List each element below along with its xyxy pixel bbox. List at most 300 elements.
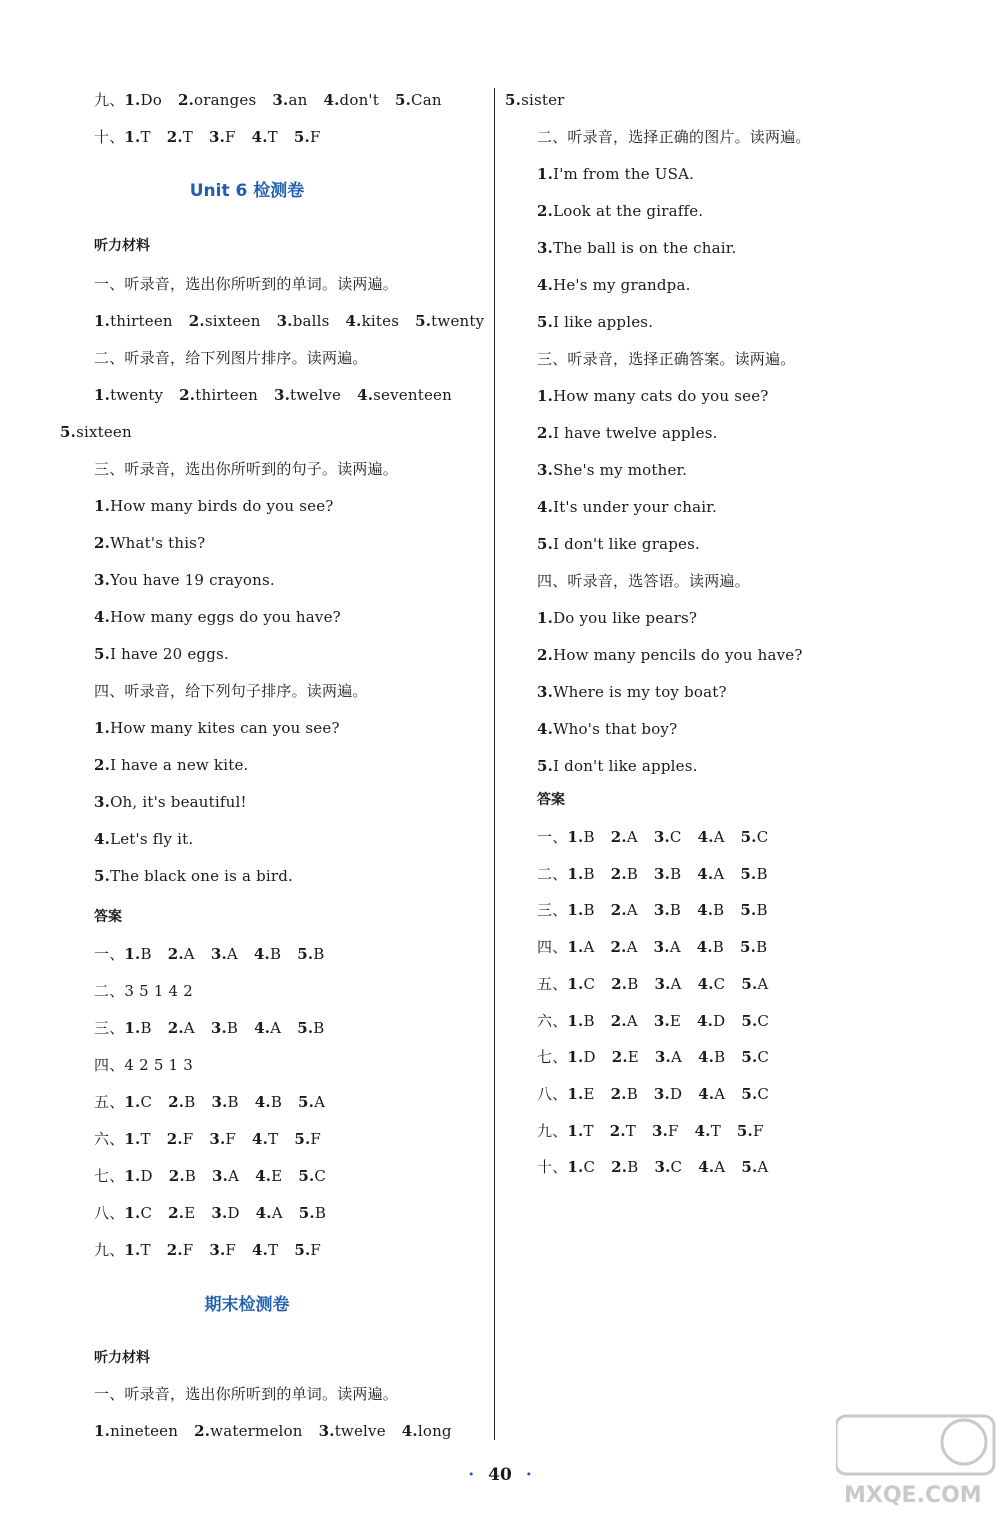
answer-item: [297, 945, 324, 963]
item-number: 4.: [94, 830, 111, 848]
item-number: 3.: [651, 1121, 669, 1140]
answers-label: 答案: [537, 792, 565, 808]
item-number: 1.: [124, 1204, 141, 1222]
item-text: E: [627, 1048, 639, 1067]
item-text: D: [140, 1167, 153, 1185]
item-number: 2.: [168, 1093, 185, 1111]
section-heading: 三、听录音，选出你所听到的句子。读两遍。: [94, 460, 399, 478]
answer-item: [741, 1012, 769, 1030]
answer-item: [415, 312, 484, 330]
section-heading: 二、听录音，选择正确的图片。读两遍。: [537, 128, 811, 146]
answer-item: [698, 1085, 725, 1103]
item-text: B: [269, 945, 282, 963]
item-text: sixteen: [204, 312, 261, 330]
item-text: How many eggs do you have?: [110, 608, 341, 626]
item-text: A: [271, 1204, 283, 1222]
item-text: C: [583, 974, 596, 993]
item-number: 1.: [567, 1011, 584, 1030]
item-number: 2.: [166, 1241, 183, 1259]
answer-item: [209, 1130, 236, 1148]
item-number: 5.: [740, 901, 757, 920]
answer-item: [178, 91, 256, 109]
answer-item: [124, 945, 151, 963]
item-number: 2.: [167, 1019, 184, 1037]
item-text: I have twelve apples.: [553, 424, 718, 442]
item-text: T: [267, 128, 278, 146]
item-text: B: [714, 1048, 726, 1067]
item-number: 4.: [697, 901, 714, 920]
item-text: C: [757, 1084, 770, 1103]
item-text: B: [756, 901, 768, 920]
answer-item: [537, 498, 717, 516]
item-text: D: [669, 1084, 683, 1103]
item-number: 2.: [610, 828, 627, 846]
answer-item: [94, 497, 334, 515]
answer-line: [94, 1018, 325, 1038]
line-prefix: 五、: [94, 1093, 125, 1111]
item-text: How many cats do you see?: [553, 387, 769, 405]
item-number: 5.: [298, 1204, 315, 1222]
item-text: T: [140, 1130, 151, 1148]
answer-item: [124, 1019, 151, 1037]
answer-item: [168, 1204, 195, 1222]
item-number: 4.: [698, 1048, 715, 1067]
answer-item: [611, 828, 638, 846]
listening-line: [537, 275, 691, 295]
item-number: 3.: [94, 793, 111, 811]
item-text: twenty: [431, 312, 485, 330]
answer-line: [537, 827, 768, 847]
item-text: C: [140, 1093, 153, 1111]
line-prefix: 九、: [94, 91, 125, 109]
answer-line: [94, 944, 325, 964]
item-text: A: [670, 1048, 683, 1067]
answer-item: [654, 828, 682, 846]
answer-item: [567, 1085, 594, 1103]
item-number: 5.: [741, 1084, 758, 1103]
item-text: E: [669, 1011, 682, 1030]
item-text: B: [270, 1093, 283, 1111]
item-number: 4.: [253, 945, 270, 963]
answer-item: [537, 757, 698, 775]
item-text: F: [752, 1121, 764, 1140]
item-number: 5.: [298, 1167, 315, 1185]
answer-item: [698, 1158, 725, 1176]
item-text: B: [669, 901, 682, 920]
item-number: 4.: [537, 276, 554, 294]
item-text: C: [669, 828, 682, 846]
item-number: 1.: [567, 901, 584, 920]
line-prefix: 四、: [94, 1056, 125, 1074]
item-number: 1.: [124, 1167, 141, 1185]
item-text: twenty: [110, 386, 164, 404]
answer-item: [94, 867, 293, 885]
item-text: T: [583, 1121, 594, 1140]
item-number: 3.: [654, 974, 671, 993]
answer-item: [537, 535, 700, 553]
listening-line: [94, 1421, 452, 1441]
answer-item: [94, 793, 247, 811]
item-number: 5.: [297, 1019, 314, 1037]
item-number: 5.: [741, 1158, 758, 1177]
answer-line: [94, 1240, 321, 1260]
item-text: C: [140, 1204, 153, 1222]
answer-item: [254, 1019, 281, 1037]
answer-item: [189, 312, 261, 330]
line-prefix: 四、: [537, 938, 568, 957]
listening-line: [537, 201, 703, 221]
listening-line: [537, 645, 803, 665]
answer-item: [612, 1048, 639, 1066]
item-number: 5.: [740, 938, 757, 957]
item-text: A: [626, 1011, 638, 1030]
item-text: It's under your chair.: [553, 498, 717, 516]
line-prefix: 一、: [537, 828, 568, 846]
page-number-text: 40: [488, 1465, 512, 1485]
item-number: 3.: [209, 1130, 226, 1148]
item-number: 1.: [124, 128, 141, 146]
item-text: F: [310, 1241, 321, 1259]
item-text: D: [583, 1048, 596, 1067]
item-text: A: [626, 901, 638, 920]
answer-item: [167, 128, 193, 146]
item-number: 3.: [272, 91, 289, 109]
item-number: 5.: [740, 864, 757, 883]
answer-item: [695, 1122, 721, 1140]
item-text: E: [583, 1084, 595, 1103]
line-prefix: 五、: [537, 974, 568, 993]
item-number: 3.: [654, 1048, 671, 1067]
answer-item: [741, 1085, 769, 1103]
answer-item: [654, 1012, 681, 1030]
answer-item: [567, 901, 594, 919]
line-prefix: 4 2 5 1 3: [124, 1056, 193, 1074]
item-number: 1.: [567, 828, 584, 846]
listening-line: [537, 497, 717, 517]
listening-line: [537, 238, 736, 258]
item-text: B: [313, 945, 325, 963]
item-text: don't: [339, 91, 379, 109]
item-number: 2.: [537, 646, 554, 664]
item-text: thirteen: [110, 312, 173, 330]
item-number: 3.: [653, 901, 670, 920]
answer-line: [537, 900, 768, 920]
item-number: 2.: [179, 386, 196, 404]
item-number: 1.: [94, 312, 111, 330]
answer-item: [567, 1122, 593, 1140]
answer-item: [654, 975, 681, 993]
listening-line: [94, 866, 293, 886]
answer-line: [537, 974, 768, 994]
answer-item: [298, 1093, 325, 1111]
listening-line: [94, 570, 275, 590]
item-text: Let's fly it.: [110, 830, 194, 848]
item-text: He's my grandpa.: [553, 276, 691, 294]
answer-item: [537, 683, 727, 701]
item-text: twelve: [290, 386, 342, 404]
item-number: 2.: [610, 1084, 627, 1103]
listening-line: [94, 718, 340, 738]
line-prefix: 七、: [94, 1167, 125, 1185]
item-text: I have a new kite.: [110, 756, 249, 774]
answer-item: [741, 1158, 768, 1176]
item-text: oranges: [194, 91, 257, 109]
answer-item: [611, 1158, 638, 1176]
item-text: an: [288, 91, 308, 109]
item-text: The ball is on the chair.: [553, 239, 737, 257]
answer-item: [272, 91, 307, 109]
answer-item: [741, 828, 769, 846]
listening-line: [537, 423, 718, 443]
item-text: B: [670, 864, 682, 883]
item-text: D: [713, 1011, 726, 1030]
answer-line: [94, 90, 442, 110]
item-number: 2.: [194, 1422, 211, 1440]
item-text: C: [583, 1158, 596, 1177]
answer-item: [698, 1048, 725, 1066]
answer-item: [168, 1019, 195, 1037]
answer-item: [124, 1093, 152, 1111]
item-text: Do: [140, 91, 162, 109]
item-number: 5.: [293, 128, 310, 146]
listening-line: [505, 90, 565, 110]
section-heading: 一、听录音，选出你所听到的单词。读两遍。: [94, 275, 399, 293]
listening-line: [94, 755, 249, 775]
answer-item: [567, 938, 594, 956]
item-text: A: [183, 945, 195, 963]
item-text: A: [714, 1084, 726, 1103]
item-text: F: [668, 1121, 679, 1140]
item-text: I have 20 eggs.: [110, 645, 229, 663]
item-text: T: [140, 1241, 151, 1259]
item-text: A: [183, 1019, 195, 1037]
answer-item: [740, 901, 767, 919]
section-heading: 四、听录音，给下列句子排序。读两遍。: [94, 682, 368, 700]
answer-item: [252, 1130, 278, 1148]
item-number: 2.: [609, 1121, 626, 1140]
answer-line: [537, 1011, 769, 1031]
answer-item: [94, 312, 173, 330]
answer-item: [323, 91, 379, 109]
answer-item: [211, 945, 238, 963]
item-number: 4.: [254, 1019, 271, 1037]
item-number: 3.: [209, 1241, 226, 1259]
item-text: balls: [292, 312, 330, 330]
section-heading: 三、听录音，选择正确答案。读两遍。: [537, 350, 796, 368]
line-prefix: 三、: [537, 901, 568, 920]
item-number: 3.: [211, 1204, 228, 1222]
item-number: 4.: [251, 128, 268, 146]
item-number: 2.: [611, 1158, 628, 1177]
section-heading: 四、听录音，选答语。读两遍。: [537, 572, 750, 590]
item-number: 5.: [94, 645, 111, 663]
answer-item: [737, 1122, 764, 1140]
item-number: 1.: [124, 1130, 141, 1148]
item-number: 4.: [345, 312, 362, 330]
answer-item: [655, 1048, 682, 1066]
item-number: 1.: [567, 1121, 584, 1140]
answer-item: [567, 1048, 595, 1066]
answer-item: [211, 1204, 239, 1222]
item-text: She's my mother.: [553, 461, 688, 479]
answer-item: [294, 128, 321, 146]
item-number: 1.: [94, 1422, 111, 1440]
item-text: Do you like pears?: [553, 609, 698, 627]
left-column: [0, 0, 494, 1450]
item-number: 4.: [698, 1084, 715, 1103]
item-text: D: [227, 1204, 240, 1222]
line-prefix: 一、: [94, 945, 125, 963]
item-text: How many kites can you see?: [110, 719, 340, 737]
answer-item: [697, 901, 724, 919]
listening-line: [537, 682, 727, 702]
item-number: 1.: [567, 938, 584, 957]
item-text: T: [268, 1130, 279, 1148]
item-number: 5.: [94, 867, 111, 885]
answer-item: [94, 1422, 178, 1440]
item-number: 5.: [415, 312, 432, 330]
item-text: sixteen: [76, 423, 132, 441]
line-prefix: 3 5 1 4 2: [124, 982, 193, 1000]
answer-item: [654, 901, 681, 919]
answer-item: [611, 901, 638, 919]
answer-line: [537, 1084, 769, 1104]
answer-item: [611, 1012, 638, 1030]
item-number: 4.: [694, 1121, 711, 1140]
item-number: 1.: [94, 386, 111, 404]
item-number: 2.: [166, 1130, 183, 1148]
item-number: 5.: [741, 1048, 758, 1067]
item-number: 4.: [537, 498, 554, 516]
item-number: 2.: [167, 945, 184, 963]
item-number: 1.: [567, 864, 584, 883]
item-text: Oh, it's beautiful!: [110, 793, 247, 811]
listening-line: [537, 312, 653, 332]
item-text: Look at the giraffe.: [553, 202, 704, 220]
item-text: I like apples.: [553, 313, 654, 331]
item-number: 5.: [736, 1121, 753, 1140]
item-text: seventeen: [373, 386, 452, 404]
answer-item: [167, 1130, 194, 1148]
item-number: 1.: [94, 497, 111, 515]
item-number: 1.: [567, 1084, 584, 1103]
line-prefix: 二、: [537, 864, 568, 883]
answer-item: [94, 386, 163, 404]
answer-item: [124, 1167, 152, 1185]
item-number: 1.: [567, 974, 584, 993]
item-number: 2.: [611, 1048, 628, 1067]
item-number: 4.: [323, 91, 340, 109]
item-text: C: [314, 1167, 327, 1185]
item-number: 5.: [537, 757, 554, 775]
item-text: T: [140, 128, 151, 146]
item-number: 3.: [211, 1093, 228, 1111]
answer-item: [567, 828, 594, 846]
answer-item: [654, 865, 681, 883]
answer-item: [611, 865, 638, 883]
listening-line: [94, 792, 247, 812]
item-text: B: [627, 1158, 639, 1177]
item-number: 1.: [94, 719, 111, 737]
item-text: Can: [411, 91, 442, 109]
item-text: I don't like apples.: [553, 757, 698, 775]
answer-item: [395, 91, 442, 109]
item-text: B: [140, 1019, 152, 1037]
answer-item: [252, 128, 278, 146]
answer-item: [567, 1012, 594, 1030]
item-text: B: [626, 1084, 638, 1103]
item-number: 3.: [273, 386, 290, 404]
answer-item: [741, 975, 768, 993]
item-number: 2.: [177, 91, 194, 109]
answer-item: [211, 1019, 238, 1037]
answer-item: [567, 865, 594, 883]
answer-item: [94, 756, 249, 774]
item-number: 2.: [537, 424, 554, 442]
listening-line: [537, 460, 687, 480]
item-number: 5.: [537, 313, 554, 331]
answer-item: [255, 1093, 282, 1111]
line-prefix: 十、: [94, 128, 125, 146]
answer-line: [537, 1157, 768, 1177]
answer-item: [294, 1241, 321, 1259]
answer-item: [740, 938, 767, 956]
item-text: How many pencils do you have?: [553, 646, 803, 664]
item-number: 2.: [537, 202, 554, 220]
item-text: kites: [361, 312, 400, 330]
item-text: B: [583, 901, 595, 920]
item-text: B: [756, 864, 768, 883]
answer-item: [211, 1093, 238, 1111]
item-text: B: [583, 1011, 595, 1030]
unit6-title: Unit 6 检测卷: [189, 181, 305, 201]
item-text: B: [712, 938, 725, 957]
line-prefix: 八、: [537, 1084, 568, 1103]
answer-item: [60, 423, 132, 441]
answer-item: [537, 720, 677, 738]
item-number: 4.: [696, 938, 713, 957]
answer-item: [124, 1130, 150, 1148]
item-number: 1.: [567, 1158, 584, 1177]
item-text: C: [757, 1048, 770, 1067]
item-number: 4.: [254, 1093, 271, 1111]
item-number: 1.: [567, 1048, 584, 1067]
item-text: sister: [521, 91, 565, 109]
item-text: nineteen: [110, 1422, 179, 1440]
answer-item: [346, 312, 400, 330]
line-prefix: 三、: [94, 1019, 125, 1037]
listening-line: [537, 756, 698, 776]
item-text: A: [226, 945, 238, 963]
item-number: 2.: [168, 1167, 185, 1185]
answer-item: [741, 1048, 769, 1066]
item-text: B: [184, 1093, 196, 1111]
item-text: B: [583, 828, 595, 846]
line-prefix: 八、: [94, 1204, 125, 1222]
item-text: A: [669, 938, 681, 957]
answer-item: [537, 387, 769, 405]
listening-line: [94, 829, 193, 849]
item-text: B: [713, 901, 725, 920]
item-number: 2.: [94, 534, 111, 552]
item-text: A: [714, 1158, 726, 1177]
answer-line: [94, 1129, 321, 1149]
item-text: F: [310, 1130, 321, 1148]
line-prefix: 九、: [94, 1241, 125, 1259]
item-text: I'm from the USA.: [553, 165, 695, 183]
item-number: 3.: [654, 1158, 671, 1177]
item-text: A: [713, 828, 725, 846]
